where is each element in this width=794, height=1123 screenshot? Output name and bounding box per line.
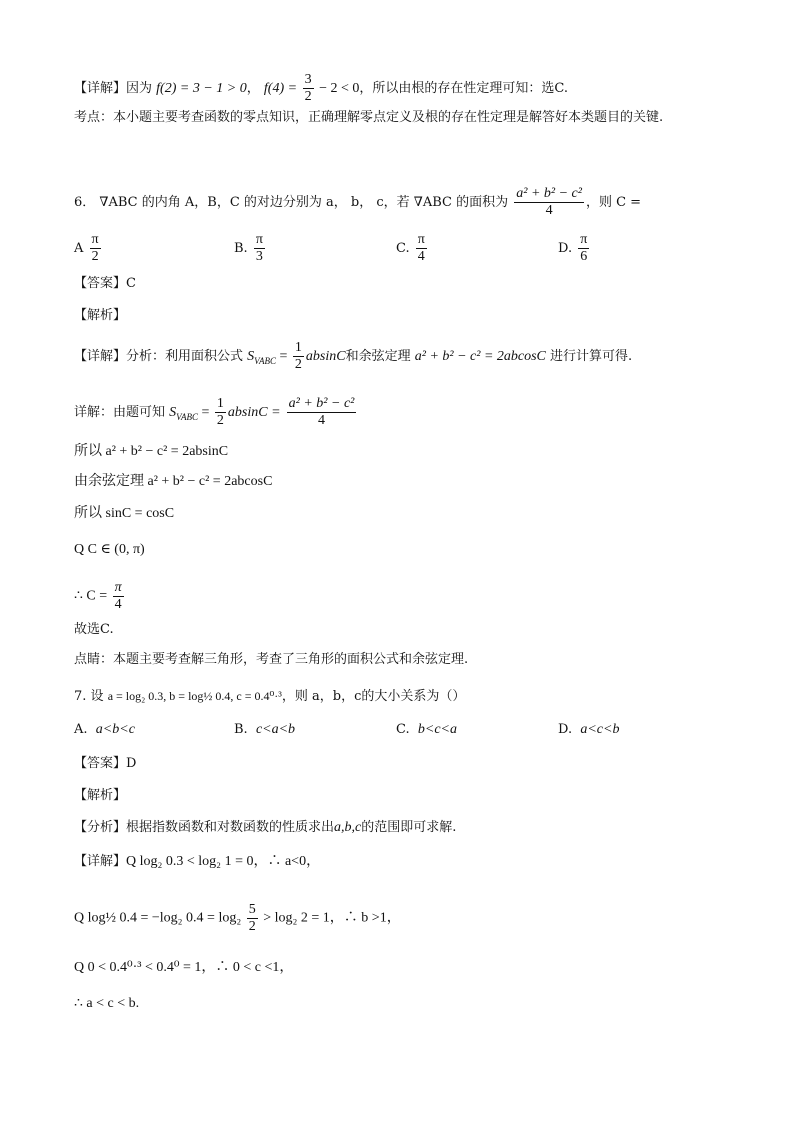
frac-num: π [91, 232, 99, 247]
five-halves [247, 902, 258, 935]
q6-xiangjie-line [74, 396, 358, 429]
area-fraction [287, 396, 357, 429]
frac-den: 3 [255, 249, 263, 264]
formula-f4: f(4) = [263, 81, 301, 96]
q7-step-3: Q 0 < 0.4⁰·³ < 0.4⁰ = 1，∴ 0 < c <1， [74, 960, 294, 975]
area-symbol: S [169, 405, 177, 420]
fraction-3-2 [303, 72, 314, 105]
q6-answer: 【答案】C [74, 276, 136, 291]
q6-analysis: 【解析】 [74, 308, 127, 323]
q6-detail-line [74, 340, 632, 373]
frac-num: 1 [294, 340, 302, 355]
q6-option-d [558, 232, 591, 265]
frac-num: 1 [216, 396, 224, 411]
option-text: a<c<b [580, 722, 620, 737]
q6-dianjing: 点睛：本题主要考查解三角形，考查了三角形的面积公式和余弦定理. [74, 652, 469, 667]
q7-option-b [234, 722, 295, 738]
frac-num: π [114, 580, 122, 595]
area-symbol: S [247, 349, 255, 364]
option-fraction [578, 232, 589, 265]
q7-fenxi [74, 818, 456, 838]
detail-label: 【详解】 [74, 854, 127, 869]
frac-den: 2 [294, 357, 302, 372]
absinc: absinC [305, 349, 346, 364]
frac-den: 2 [216, 413, 224, 428]
option-label: B. [234, 722, 248, 737]
frac-num: π [417, 232, 425, 247]
q6-stem-text: 6． ∇ABC 的内角 A，B，C 的对边分别为 a， b， c，若 ∇ABC 的面积为 [74, 195, 509, 210]
step-2-tail: > log₂ 2 = 1，∴ b >1， [263, 910, 401, 926]
q7-option-c [396, 722, 457, 738]
q6-line-2: 由余弦定理 a² + b² − c² = 2abcosC [74, 474, 273, 489]
q6-stem-tail: ，则 C = [585, 195, 642, 210]
kaodian-line: 考点：本小题主要考查函数的零点知识，正确理解零点定义及根的存在性定理是解答好本类题目的关键. [74, 110, 664, 125]
frac-den: 6 [580, 249, 588, 264]
conclusion-text: ∴ C = [74, 588, 108, 604]
option-label: D. [558, 722, 573, 737]
option-label: A. [74, 722, 88, 737]
q6-option-c [396, 232, 429, 265]
detail-prev-line [74, 72, 568, 105]
xiangjie-text: 详解：由题可知 [74, 405, 166, 420]
area-subscript: VABC [176, 412, 198, 422]
q7-step-2 [74, 902, 401, 935]
detail-text-tail: 进行计算可得. [550, 349, 633, 364]
q7-option-a [74, 722, 135, 738]
formula-f4-tail: − 2 < 0 [315, 81, 360, 96]
option-label: C. [396, 722, 410, 737]
frac-num: a² + b² − c² [516, 186, 582, 201]
cosine-law: a² + b² − c² = 2abcosC [414, 349, 546, 364]
pi-over-4 [113, 580, 124, 613]
detail-text: 和余弦定理 [345, 349, 411, 364]
q7-number: 7. 设 [74, 689, 104, 704]
frac-den: 4 [318, 413, 325, 428]
q7-stem [74, 686, 465, 707]
frac-den: 4 [417, 249, 425, 264]
q6-line-4: Q C ∈ (0, π) [74, 542, 145, 557]
option-label: C. [396, 241, 410, 256]
option-label: D. [558, 241, 573, 256]
detail-label: 【详解】 [74, 81, 127, 96]
fenxi-text: 【分析】根据指数函数和对数函数的性质求出 [74, 820, 335, 835]
option-fraction [416, 232, 427, 265]
area-subscript: VABC [254, 356, 276, 366]
half-fraction [293, 340, 304, 373]
fenxi-tail: 的范围即可求解. [361, 820, 457, 835]
option-fraction [90, 232, 101, 265]
frac-num: a² + b² − c² [288, 396, 355, 411]
q6-option-b [234, 232, 267, 265]
q7-stem-tail: ，则 a，b，c的大小关系为（） [281, 689, 466, 704]
half-fraction [215, 396, 226, 429]
step-1-text: Q log₂ 0.3 < log₂ 1 = 0，∴ a<0， [126, 854, 321, 869]
option-text: a<b<c [95, 722, 135, 737]
q6-stem [74, 186, 641, 219]
fenxi-vars: a,b,c [334, 820, 362, 835]
detail-text: 分析：利用面积公式 [126, 349, 244, 364]
formula-f2: f(2) = 3 − 1 > 0 [156, 81, 247, 96]
frac-den: 2 [248, 919, 256, 934]
option-label: A [74, 241, 84, 256]
q6-line-1: 所以 a² + b² − c² = 2absinC [74, 444, 229, 459]
frac-den: 2 [304, 89, 312, 104]
option-label: B. [234, 241, 248, 256]
detail-text: 因为 [126, 81, 153, 96]
q7-answer: 【答案】D [74, 756, 137, 771]
frac-den: 2 [91, 249, 99, 264]
q7-analysis: 【解析】 [74, 788, 127, 803]
q6-line-5 [74, 580, 126, 613]
equals: = [276, 349, 291, 364]
q7-definitions: a = log₂ 0.3, b = log½ 0.4, c = 0.4⁰·³ [107, 689, 282, 703]
sep: ， [246, 81, 260, 96]
q6-line-3: 所以 sinC = cosC [74, 506, 175, 521]
q7-step-4: ∴ a < c < b. [74, 996, 140, 1011]
option-fraction [254, 232, 265, 265]
q7-option-d [558, 722, 619, 738]
frac-den: 4 [114, 597, 122, 612]
option-text: c<a<b [255, 722, 296, 737]
absinc-eq: absinC = [227, 405, 281, 420]
detail-text-tail: ，所以由根的存在性定理可知：选C. [359, 81, 568, 96]
step-2-text: Q log½ 0.4 = −log₂ 0.4 = log₂ [74, 910, 242, 926]
detail-label: 【详解】 [74, 349, 127, 364]
frac-num: 3 [304, 72, 312, 87]
frac-num: π [580, 232, 588, 247]
q6-area-fraction [514, 186, 584, 219]
q6-option-a [74, 232, 103, 265]
frac-num: π [255, 232, 263, 247]
q6-line-6: 故选C. [74, 622, 114, 637]
q7-step-1 [74, 852, 320, 872]
equals: = [197, 405, 213, 420]
frac-den: 4 [545, 203, 553, 218]
option-text: b<c<a [417, 722, 457, 737]
frac-num: 5 [248, 902, 256, 917]
